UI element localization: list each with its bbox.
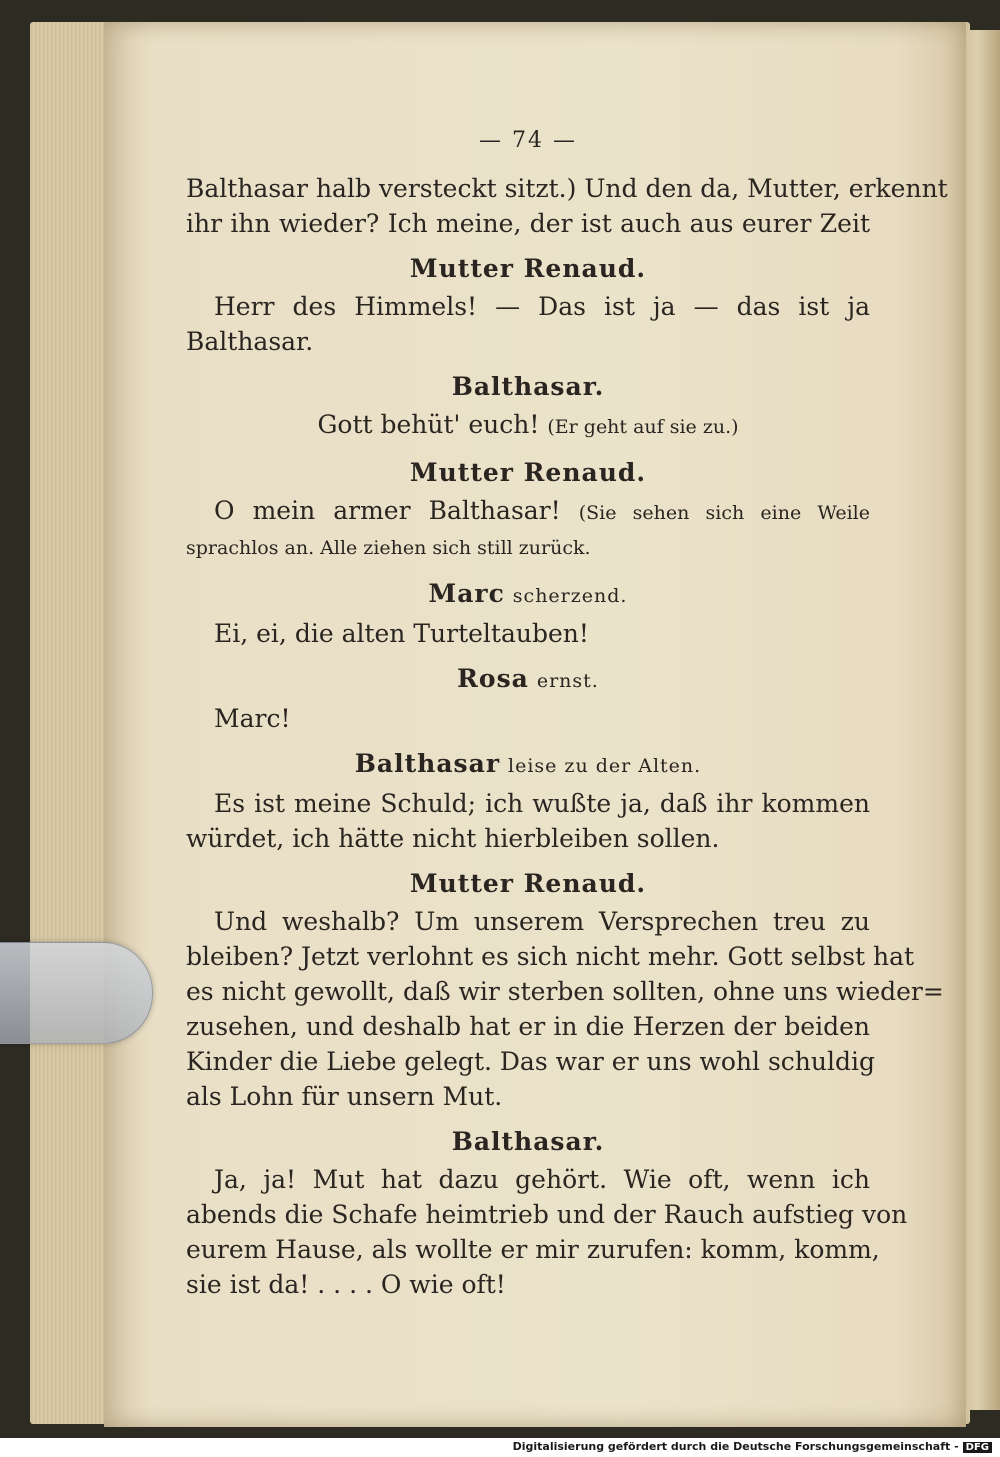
speaker-name: Balthasar: [354, 749, 500, 778]
text-line: ihr ihn wieder? Ich meine, der ist auch aus eurer Zeit: [186, 209, 870, 238]
stage-direction: (Er geht auf sie zu.): [547, 416, 739, 438]
dialogue-line: [186, 407, 870, 445]
text-line: Kinder die Liebe gelegt. Das war er uns wohl schuldig: [186, 1047, 876, 1076]
dfg-logo: DFG: [963, 1442, 992, 1453]
text-line: Herr des Himmels! — Das ist ja — das ist ja: [214, 292, 870, 321]
text-line: Ei, ei, die alten Turteltauben!: [214, 619, 589, 648]
text-line: es nicht gewollt, daß wir sterben sollten, ohne uns wieder=: [186, 977, 944, 1006]
text-line: Marc!: [214, 704, 291, 733]
text-line: zusehen, und deshalb hat er in die Herzen der beiden: [186, 1012, 870, 1041]
speaker-heading: [186, 576, 870, 614]
speaker-heading: [186, 746, 870, 784]
text-line: eurem Hause, als wollte er mir zurufen: komm, komm,: [186, 1235, 880, 1264]
stage-direction: scherzend.: [512, 585, 628, 607]
stage-direction: (Sie sehen sich eine Weile: [578, 502, 870, 524]
footer-credit: [513, 1440, 992, 1456]
stage-direction: leise zu der Alten.: [508, 755, 702, 777]
text-line: abends die Schafe heimtrieb und der Rauch aufstieg von: [186, 1200, 908, 1229]
speaker-name: Marc: [428, 579, 505, 608]
text-line: Balthasar halb versteckt sitzt.) Und den da, Mutter, erkennt: [186, 174, 948, 203]
dialogue-text: O mein armer Balthasar!: [214, 496, 561, 525]
text-line: Ja, ja! Mut hat dazu gehört. Wie oft, wenn ich: [214, 1165, 870, 1194]
plastic-bookmark-clip: [0, 942, 153, 1044]
text-line: Balthasar.: [186, 327, 314, 356]
text-line: würdet, ich hätte nicht hierbleiben sollen.: [186, 824, 720, 853]
stage-direction-line: sprachlos an. Alle ziehen sich still zurück.: [186, 537, 591, 559]
speaker-name: Rosa: [457, 664, 529, 693]
text-line: als Lohn für unsern Mut.: [186, 1082, 503, 1111]
text-line: sie ist da! . . . . O wie oft!: [186, 1270, 506, 1299]
speaker-name: Balthasar.: [451, 372, 605, 401]
dialogue-text: Gott behüt' euch!: [317, 410, 540, 439]
page-text: [186, 128, 948, 1302]
stage-direction: ernst.: [536, 670, 599, 692]
speaker-name: Mutter Renaud.: [409, 458, 647, 487]
page-right-edge: [962, 30, 1000, 1410]
speaker-name: Balthasar.: [451, 1127, 605, 1156]
dialogue-line: [186, 493, 870, 531]
text-line: bleiben? Jetzt verlohnt es sich nicht mehr. Gott selbst hat: [186, 942, 915, 971]
text-line: Es ist meine Schuld; ich wußte ja, daß ihr kommen: [214, 789, 870, 818]
page-number: — 74 —: [479, 128, 577, 153]
text-line: Und weshalb? Um unserem Versprechen treu zu: [214, 907, 870, 936]
speaker-heading: [186, 661, 870, 699]
speaker-name: Mutter Renaud.: [409, 869, 647, 898]
footer-text: Digitalisierung gefördert durch die Deutsche Forschungsgemeinschaft -: [512, 1440, 959, 1453]
speaker-name: Mutter Renaud.: [409, 254, 647, 283]
